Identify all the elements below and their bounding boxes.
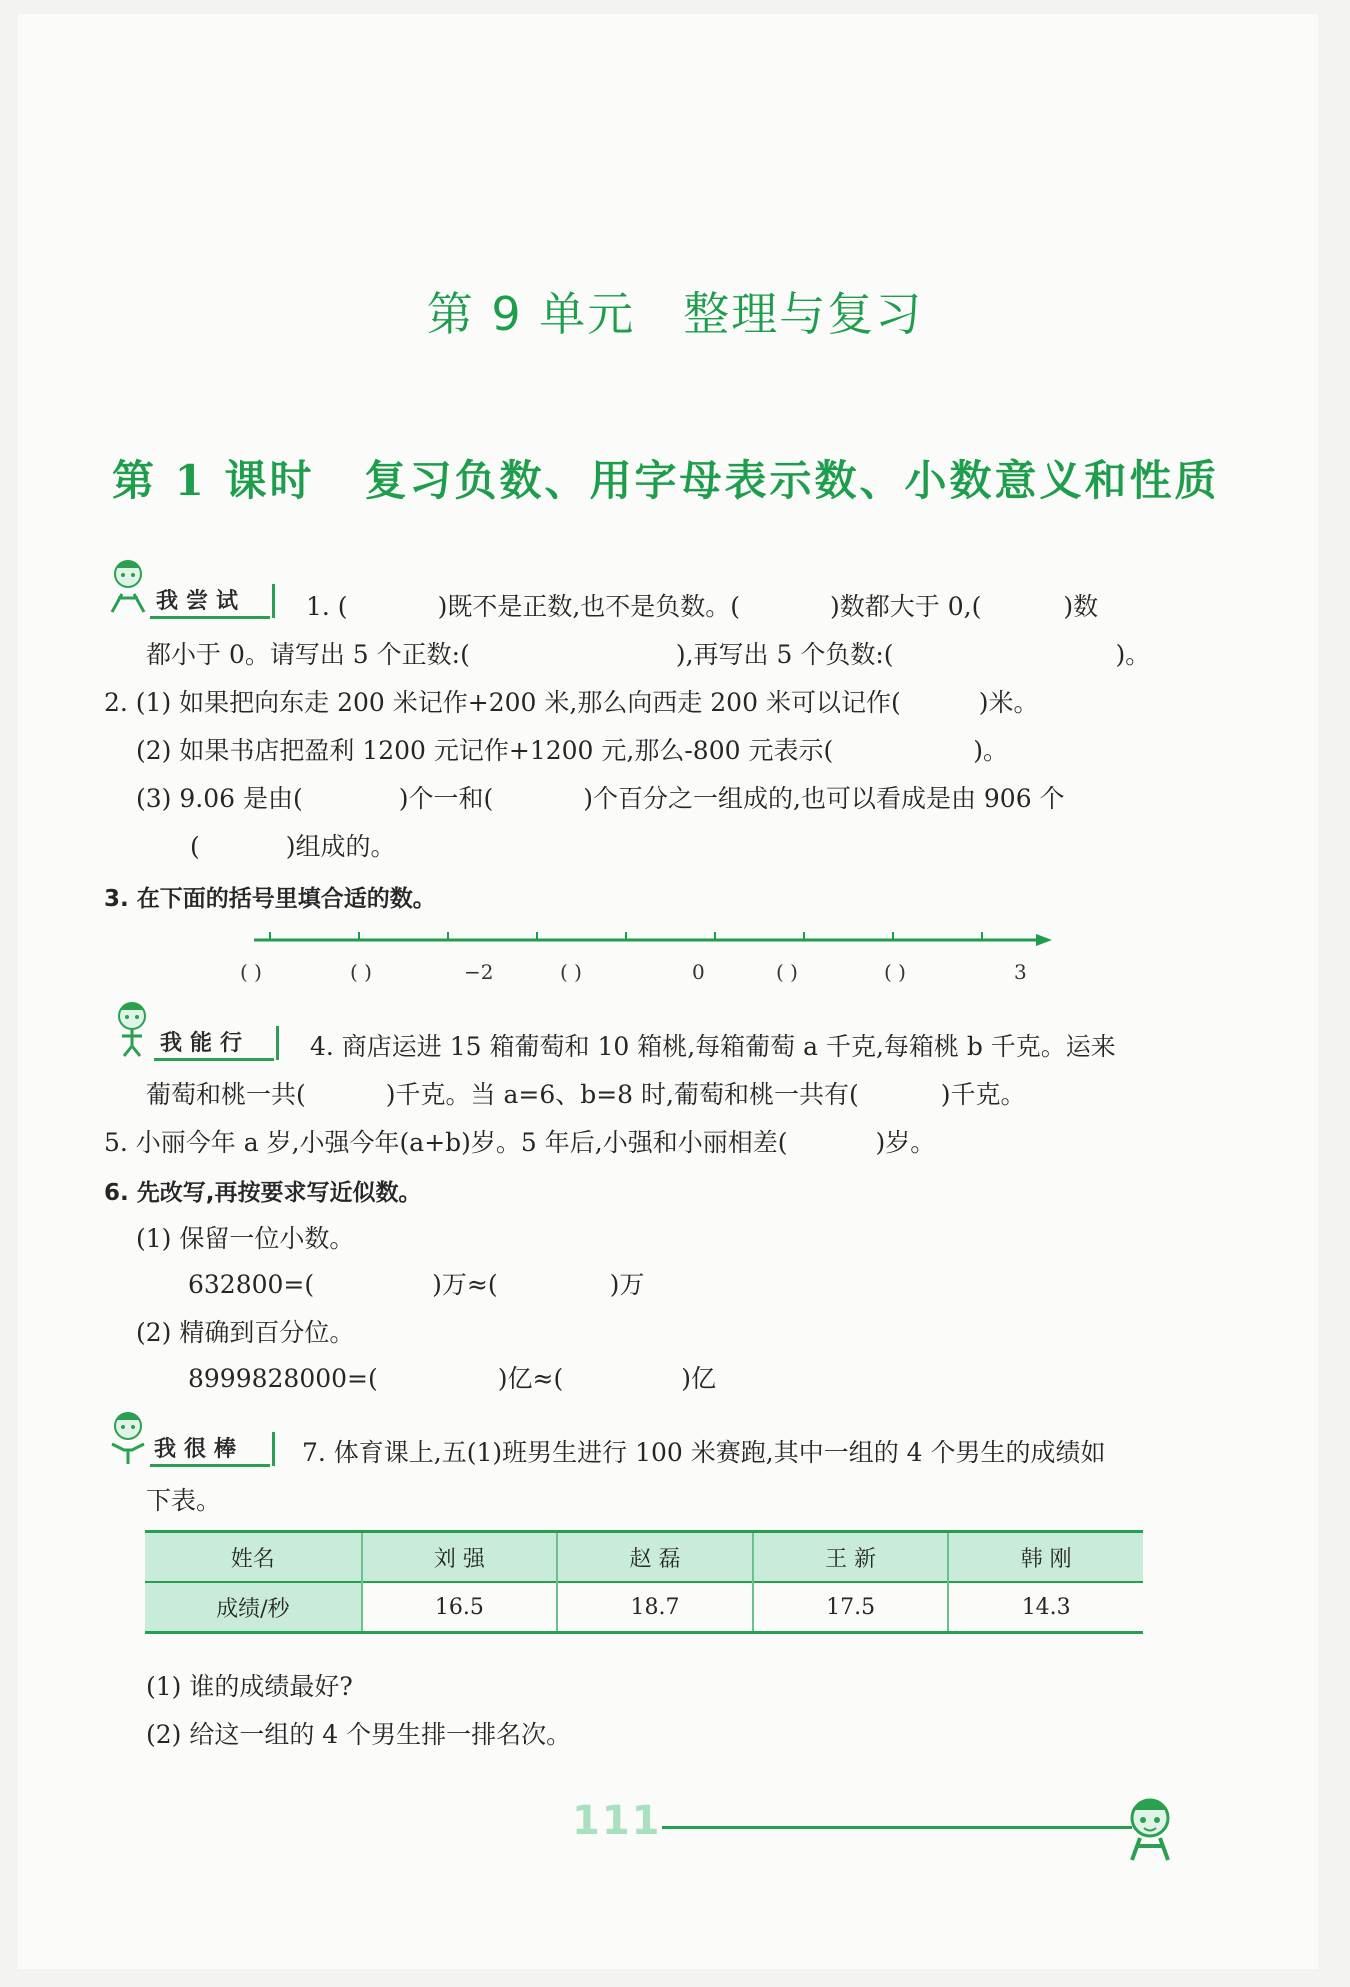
lesson-title [112,448,1219,508]
q4-line2: 葡萄和桃一共( )千克。当 a=6、b=8 时,葡萄和桃一共有( )千克。 [146,1080,1026,1109]
q2-part3: (3) 9.06 是由( )个一和( )个百分之一组成的,也可以看成是由 906 个 [136,784,1065,813]
footer-rule [662,1826,1132,1829]
badge-try [104,554,284,614]
mascot-icon [1112,1790,1188,1866]
q6-text: 6. 先改写,再按要求写近似数。 [104,1180,422,1206]
q7-line2: 下表。 [146,1486,222,1515]
table-cell: 王 新 [753,1532,949,1583]
kid-icon [108,996,162,1058]
q1-line2: 都小于 0。请写出 5 个正数:( ),再写出 5 个负数:( )。 [146,640,1151,669]
q3-text: 3. 在下面的括号里填合适的数。 [104,886,436,912]
q7-line1: 7. 体育课上,五(1)班男生进行 100 米赛跑,其中一组的 4 个男生的成绩如 [302,1438,1106,1467]
table-cell: 成绩/秒 [145,1582,362,1633]
q7-part1: (1) 谁的成绩最好? [146,1672,353,1701]
table-cell: 姓名 [145,1532,362,1583]
badge-try-label: 我尝试 [156,589,247,614]
table-cell: 赵 磊 [557,1532,753,1583]
numline-label: −2 [464,960,494,984]
table-cell: 14.3 [948,1582,1143,1633]
q5: 5. 小丽今年 a 岁,小强今年(a+b)岁。5 年后,小强和小丽相差( )岁。 [104,1128,936,1157]
badge-great [104,1406,284,1462]
q6-part2-expr: 8999828000=( )亿≈( )亿 [188,1364,716,1393]
table-cell: 17.5 [753,1582,949,1633]
q2-part3-cont: ( )组成的。 [190,832,396,861]
numline-label: ( ) [776,960,798,984]
unit-name: 整理与复习 [683,287,924,341]
badge-can [108,996,288,1056]
unit-title [0,278,1350,344]
numline-label: 0 [692,960,705,984]
table-cell: 韩 刚 [948,1532,1143,1583]
numline-label: ( ) [560,960,582,984]
kid-icon [104,554,158,616]
unit-number: 第 9 单元 [426,287,636,341]
q1-line1: 1. ( )既不是正数,也不是负数。( )数都大于 0,( )数 [306,592,1099,621]
table-row [145,1582,1143,1633]
numline-label: ( ) [884,960,906,984]
q6-part2: (2) 精确到百分位。 [136,1318,355,1347]
q7-part2: (2) 给这一组的 4 个男生排一排名次。 [146,1720,572,1749]
numline-label: ( ) [350,960,372,984]
lesson-number: 第 1 课时 [112,456,315,505]
kid-icon [104,1406,158,1468]
q2-part1: 2. (1) 如果把向东走 200 米记作+200 米,那么向西走 200 米可以记作( )米。 [104,688,1039,717]
q2-part2: (2) 如果书店把盈利 1200 元记作+1200 元,那么-800 元表示( )。 [136,736,1008,765]
scores-table [145,1530,1143,1634]
numline-label: ( ) [240,960,262,984]
table-cell: 刘 强 [362,1532,558,1583]
lesson-name: 复习负数、用字母表示数、小数意义和性质 [364,456,1220,505]
q6-part1-expr: 632800=( )万≈( )万 [188,1270,645,1299]
table-header-row [145,1532,1143,1583]
table-cell: 16.5 [362,1582,558,1633]
page-number: 111 [572,1798,662,1844]
table-cell: 18.7 [557,1582,753,1633]
q4-line1: 4. 商店运进 15 箱葡萄和 10 箱桃,每箱葡萄 a 千克,每箱桃 b 千克。运来 [310,1032,1116,1061]
numline-label: 3 [1014,960,1027,984]
badge-great-label: 我很棒 [154,1437,245,1462]
q6-part1: (1) 保留一位小数。 [136,1224,355,1253]
badge-can-label: 我能行 [160,1031,251,1056]
